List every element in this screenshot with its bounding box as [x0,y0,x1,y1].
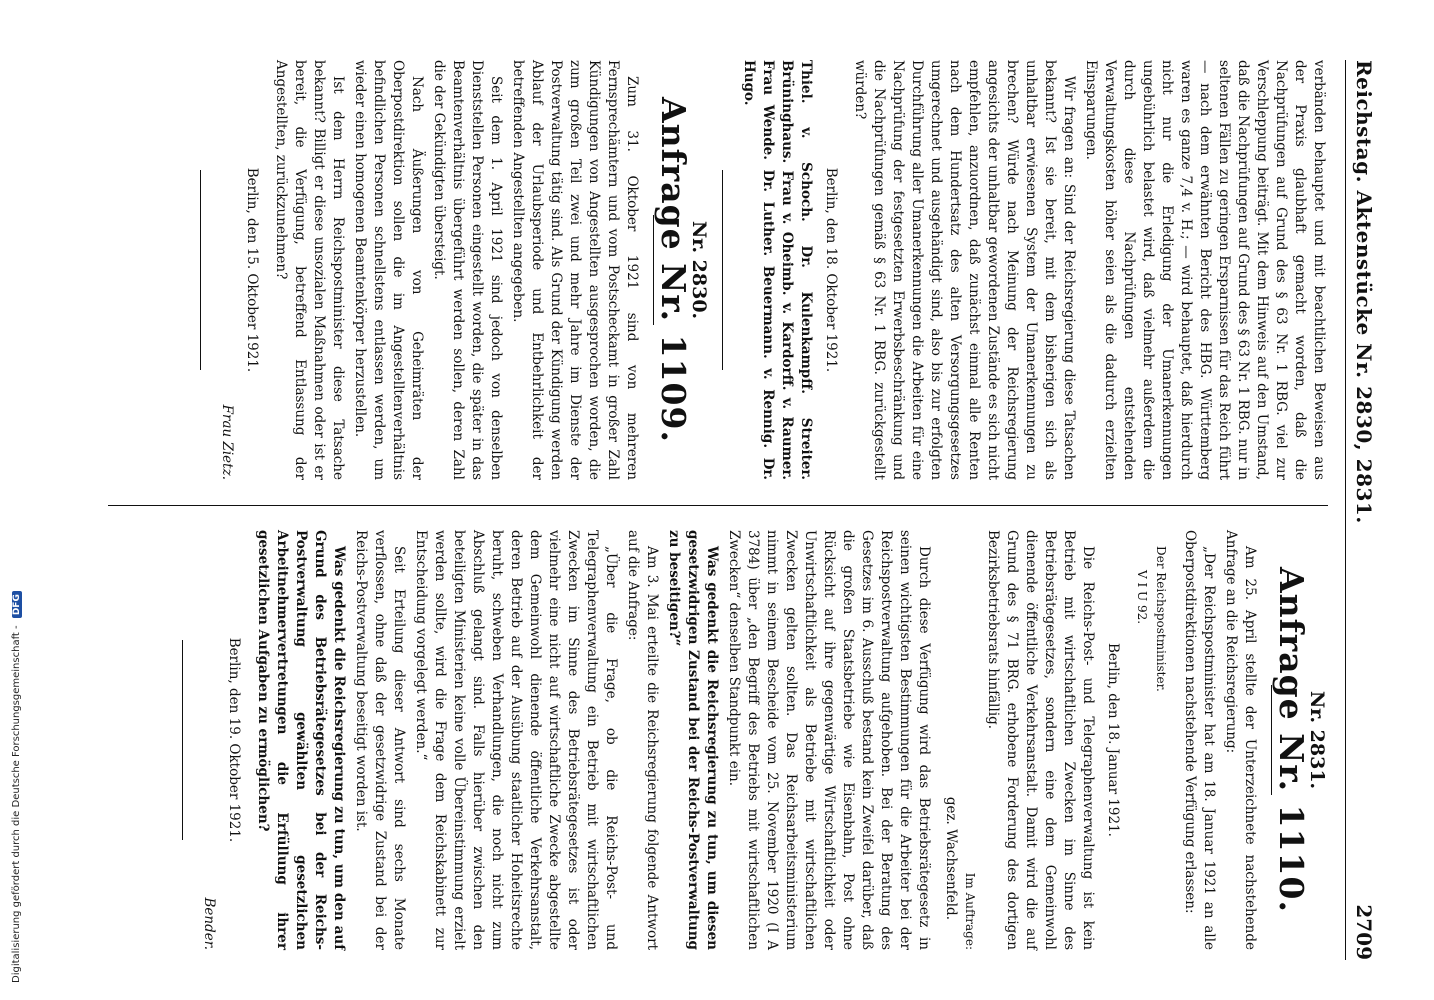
minister-reference: V I U 92. [1135,570,1149,625]
divider [200,170,201,370]
page-title: Reichstag. Aktenstücke Nr. 2830, 2831. [1352,60,1376,524]
paragraph: verbänden behauptet und mit beachtlichen Beweisen aus der Praxis glaubhaft gemacht worden, daß die Nachprüfungen auf Grund des § 63 Nr. 1 RBG. viel zur Verschleppung beiträgt. Mit dem Hinweis auf den Umstand, daß die Nachprüfungen auf Grund des § 63 Nr. 1 RBG. nur in seltenen Fällen zu geringen Ersparnissen für das Reich führt — nach dem erwähnten Bericht des HBG. Württemberg waren es ganze 7,4 v. H.; — wird behauptet, daß hierdurch nicht nur die Erledigung der Umanerkennungen ungebührlich belastet wird, daß vielmehr außerdem die durch diese Nachprüfungen entstehenden Verwaltungskosten höher seien als die dadurch erzielten Einsparungen. [1083,60,1327,480]
page-number: 2709 [1352,904,1376,960]
divider [722,170,723,370]
paragraph: Durch diese Verfügung wird das Betriebsrätegesetz in seinen wichtigsten Bestimmungen für die Arbeiter bei der Reichspostverwaltung aufgehoben. Bei der Beratung des Gesetzes im 6. Ausschuß bestand kein Zweifel darüber, daß die großen Staatsbetriebe wie Eisenbahn, Post ohne Rücksicht auf ihre gegenwärtige Wirtschaftlichkeit oder Unwirtschaftlichkeit als Betriebe mit wirtschaftlichen Zwecken gelten sollten. Das Reichsarbeitsministerium nimmt in seinem Bescheide vom 25. November 1920 (I A 3784) über „den Begriff des Betriebs mit wirtschaftlichen Zwecken“ denselben Standpunkt ein. [726,530,932,950]
dfg-logo: DFG [12,591,22,618]
paragraph: Nach Äußerungen von Geheimräten der Oberpostdirektion sollen die im Angestelltenverhältnis befindlichen Personen schnellstens entlassen werden, um wieder einen homogenen Beamtenkörper herzustellen. [352,60,425,480]
paragraph: Was gedenkt die Reichsregierung zu tun, um diesen gesetzwidrigen Zustand bei der Reichs-Postverwaltung zu beseitigen?“ [666,530,720,950]
signer: Bender. [201,897,217,950]
signatories: Thiel. v. Schoch. Dr. Kulenkampff. Streiter. Brüninghaus. Frau v. Oheimb. v. Kardorff. v. Raumer. Frau Wende. Dr. Luther. Beuermann. v. Rennig. Dr. Hugo. [741,60,814,480]
dateline: Berlin, den 19. Oktober 1921. [226,637,242,843]
scanned-page [90,40,1380,970]
right-column [168,530,1328,950]
paragraph: Was gedenkt die Reichsregierung zu tun, um den auf Grund des Betriebsrätegesetzes bei der Reichs-Postverwaltung gewählten gesetzlichen Arbeitnehmervertretungen die Erfüllung ihrer gesetzlichen Aufgaben zu ermöglichen? [255,530,347,950]
paragraph: Die Reichs-Post- und Telegraphenverwaltung ist kein Betrieb mit wirtschaftlichen Zwecken im Sinne des Betriebsrätegesetzes, sondern eine dem Gemeinwohl dienende öffentliche Verkehrsanstalt. Damit wird die auf Grund des § 71 BRG. erhobene Forderung des dortigen Bezirksbetriebsrats hinfällig. [985,530,1096,950]
divider [182,640,183,840]
paragraph: Zum 31. Oktober 1921 sind von mehreren Fernsprechämtern und vom Postscheckamt in großer Zahl Kündigungen von Angestellten ausgesprochen worden, die zum großen Teil zwei und mehr Jahre im Dienste der Postverwaltung tätig sind. Als Grund der Kündigung werden Ablauf der Urlaubsperiode und Entbehrlichkeit der betreffenden Angestellten angegeben. [510,60,640,480]
inquiry-heading: Anfrage Nr. 1110. [1272,567,1311,913]
paragraph: Seit Erteilung dieser Antwort sind sechs Monate verflossen, ohne daß der gesetzwidrige Zustand bei der Reichs-Postverwaltung beseitigt worden ist. [353,530,407,950]
document-number: Nr. 2831. [1306,690,1328,790]
paragraph: Am 25. April stellte der Unterzeichnete nachstehende Anfrage an die Reichsregierung: [1223,530,1258,950]
minister-title: Der Reichspostminister. [1154,546,1168,692]
paragraph: Ist dem Herrn Reichspostminister diese Tatsache bekannt? Billigt er diese unsozialen Maßnahmen oder ist er bereit, die Verfügung, betreffend Entlassung der Angestellten, zurückzunehmen? [273,60,346,480]
page-header [1345,60,1380,960]
digitization-text: Digitalisierung gefördert durch die Deutsche Forschungsgemeinschaft - [11,625,22,983]
auftrag-name: gez. Wachsenfeld. [943,796,959,920]
paragraph: Am 3. Mai erteilte die Reichsregierung folgende Antwort auf die Anfrage: [625,530,660,950]
dateline: Berlin, den 18. Oktober 1921. [823,167,839,373]
signer: Frau Zietz. [219,404,235,480]
paragraph: Seit dem 1. April 1921 sind jedoch von denselben Dienststellen Personen eingestellt worden, die später in das Beamtenverhältnis übergeführt werden sollen, deren Zahl die der Gekündigten übersteigt. [431,60,504,480]
dateline: Berlin, den 18. Januar 1921. [1105,643,1121,837]
left-column [186,60,1328,480]
column-divider [108,505,1328,506]
document-number: Nr. 2830. [688,220,710,320]
paragraph: „Über die Frage, ob die Reichs-Post- und Telegraphenverwaltung ein Betrieb mit wirtschaftlichen Zwecken im Sinne des Betriebsrätegesetzes ist oder vielmehr eine nicht auf wirtschaftliche Zwecke abgestellte dem Gemeinwohl dienende öffentliche Verkehrsanstalt, deren Betrieb auf der Ausübung staatlicher Hoheitsrechte beruht, schweben Verhandlungen, die noch nicht zum Abschluß gelangt sind. Falls hierüber zwischen den beteiligten Ministerien keine volle Übereinstimmung erzielt werden sollte, wird die Frage dem Reichskabinett zur Entscheidung vorgelegt werden.“ [413,530,619,950]
dateline: Berlin, den 15. Oktober 1921. [244,167,260,373]
auftrag-label: Im Auftrage: [963,872,977,950]
digitization-note [0,594,22,1000]
quote-paragraph: „Der Reichspostminister hat am 18. Januar 1921 an alle Oberpostdirektionen nachstehende Verfügung erlassen: [1182,530,1217,950]
paragraph: Wir fragen an: Sind der Reichsregierung diese Tatsachen bekannt? Ist sie bereit, mit dem bisherigen sich als unhaltbar erwiesenen System der Umanerkennungen zu brechen? Würde nach Meinung der Reichsregierung angesichts der unhaltbar gewordenen Zustände es sich nicht empfehlen, anzuordnen, daß zunächst einmal alle Renten nach dem Hundertsatz des alten Versorgungsgesetzes umgerechnet und ausgehändigt sind, also bis zur erfolgten Durchführung aller Umanerkennungen die Arbeiten für eine Nachprüfung der festgesetzten Erwerbsbeschränkung und die Nachprüfungen gemäß § 63 Nr. 1 RBG. zurückgestellt würden? [852,60,1077,480]
inquiry-heading: Anfrage Nr. 1109. [654,97,693,443]
